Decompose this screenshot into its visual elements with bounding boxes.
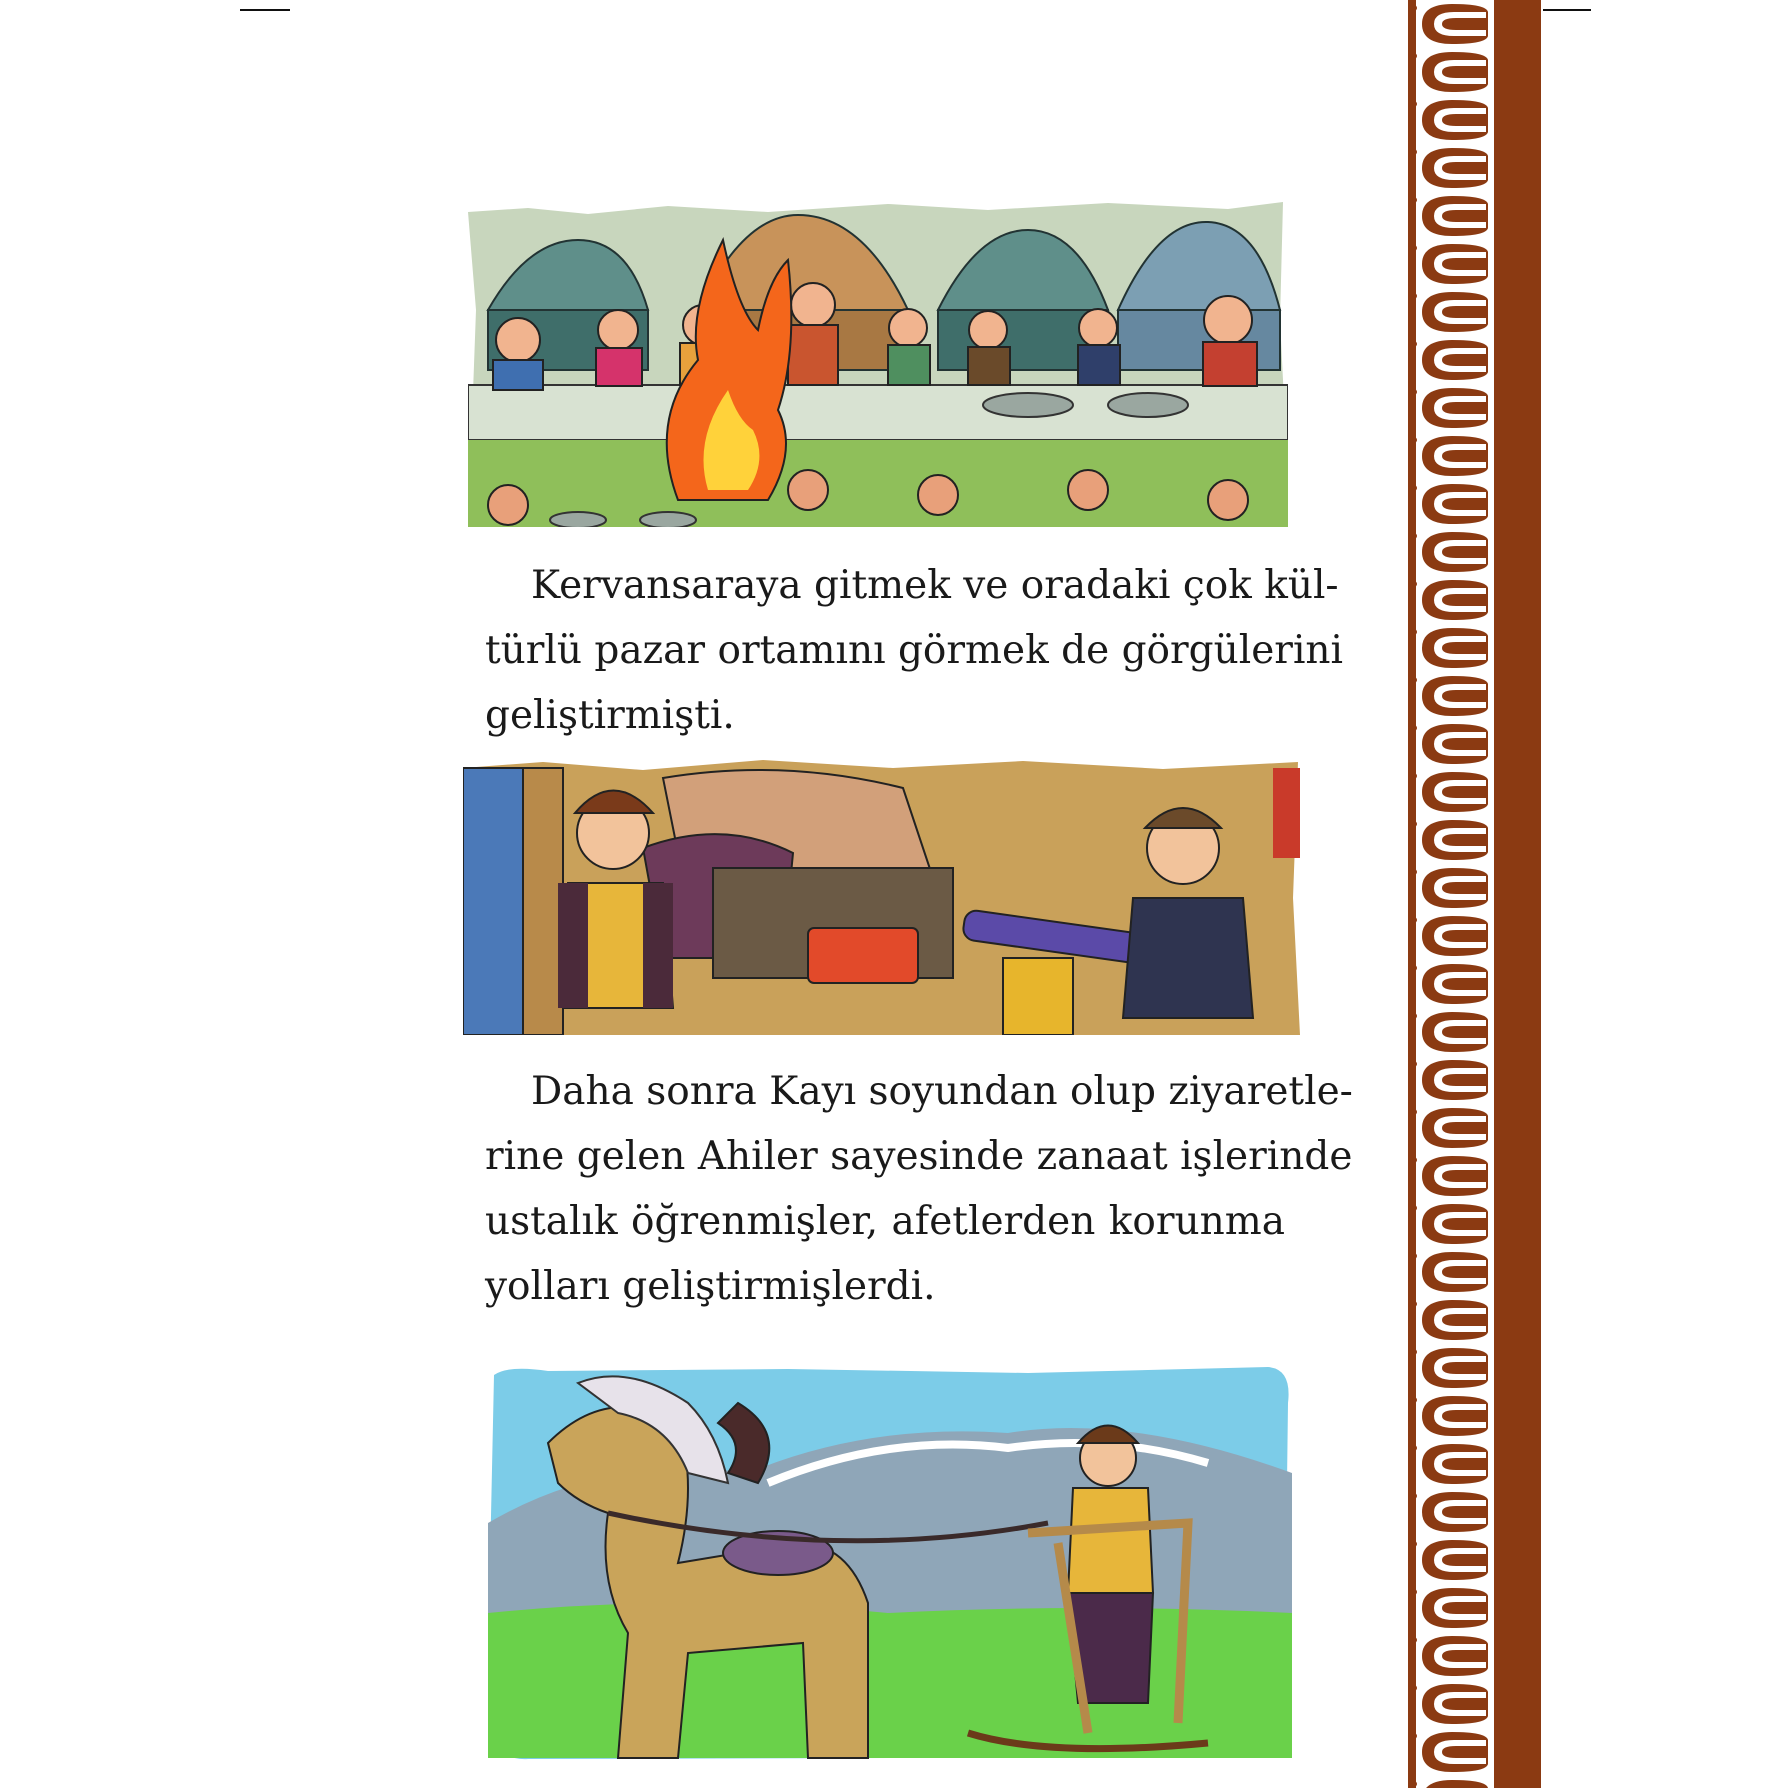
crop-mark-left — [240, 9, 290, 11]
paragraph-line: Kervansaraya gitmek ve oradaki çok kül- — [531, 563, 1339, 608]
market-scene-illustration — [463, 758, 1300, 1035]
paragraph-line: yolları geliştirmişlerdi. — [485, 1264, 936, 1309]
feast-scene-illustration — [468, 200, 1288, 527]
paisley-pattern-icon — [1408, 0, 1541, 1788]
paragraph-line: rine gelen Ahiler sayesinde zanaat işlerinde — [485, 1134, 1353, 1179]
crop-mark-right — [1543, 9, 1591, 11]
story-paragraph — [485, 553, 1344, 748]
paragraph-line: geliştirmişti. — [485, 693, 735, 738]
story-paragraph — [485, 1059, 1353, 1319]
paragraph-line: ustalık öğrenmişler, afetlerden korunma — [485, 1199, 1285, 1244]
plough-scene-illustration — [488, 1363, 1292, 1763]
paragraph-line: Daha sonra Kayı soyundan olup ziyaretle- — [531, 1069, 1353, 1114]
paragraph-line: türlü pazar ortamını görmek de görgülerini — [485, 628, 1344, 673]
decorative-side-border — [1408, 0, 1541, 1788]
